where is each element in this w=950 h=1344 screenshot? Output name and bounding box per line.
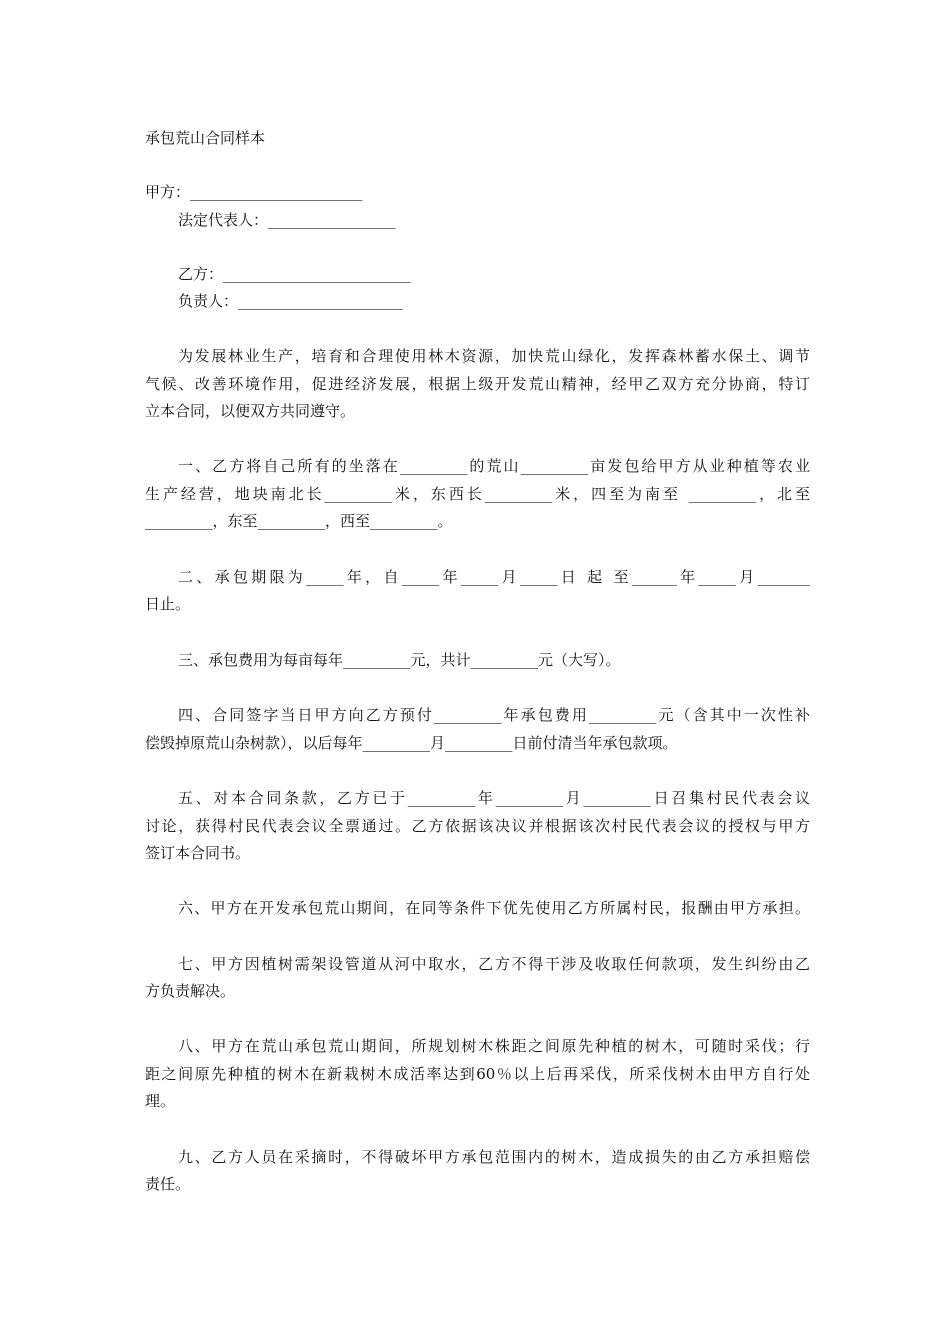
preamble-line: 立本合同，以便双方共同遵守。 — [145, 402, 356, 420]
clause-2-line: 日止。 — [145, 595, 191, 613]
clause-8-line: 理。 — [145, 1092, 176, 1110]
party-b-field: 乙方：_________________________ — [178, 265, 411, 283]
clause-4-line: 偿毁掉原荒山杂树款），以后每年_________月_________日前付清当年承包款项。 — [145, 734, 678, 752]
clause-9-line: 责任。 — [145, 1175, 191, 1193]
clause-5-line: 五、对本合同条款，乙方已于_________年_________月_________日召集村民代表会议 — [178, 789, 810, 807]
clause-1-line: _________，东至_________，西至_________。 — [145, 512, 453, 530]
document-title: 承包荒山合同样本 — [145, 129, 266, 147]
party-a-field: 甲方：_______________________ — [145, 183, 363, 201]
clause-6-line: 六、甲方在开发承包荒山期间，在同等条件下优先使用乙方所属村民，报酬由甲方承担。 — [178, 899, 810, 917]
clause-9-line: 九、乙方人员在采摘时，不得破坏甲方承包范围内的树木，造成损失的由乙方承担赔偿 — [178, 1148, 810, 1166]
clause-3-line: 三、承包费用为每亩每年_________元，共计_________元（大写）。 — [178, 651, 621, 669]
clause-1-line: 一、乙方将自己所有的坐落在_________的荒山_________亩发包给甲方从业种植等农业 — [178, 457, 810, 475]
legal-representative-field: 法定代表人：_________________ — [178, 211, 396, 229]
clause-2-line: 二、承包期限为_____年，自_____年_____月_____日 起 至______年_____月_______ — [178, 568, 810, 586]
responsible-person-field: 负责人：______________________ — [178, 292, 404, 310]
clause-5-line: 讨论，获得村民代表会议全票通过。乙方依据该决议并根据该次村民代表会议的授权与甲方 — [145, 817, 810, 835]
clause-7-line: 方负责解决。 — [145, 982, 236, 1000]
clause-8-line: 八、甲方在荒山承包荒山期间，所规划树木株距之间原先种植的树木，可随时采伐；行 — [178, 1037, 810, 1055]
clause-5-line: 签订本合同书。 — [145, 844, 251, 862]
clause-8-line: 距之间原先种植的树木在新栽树木成活率达到60％以上后再采伐，所采伐树木由甲方自行处 — [145, 1065, 810, 1083]
preamble-line: 气候、改善环境作用，促进经济发展，根据上级开发荒山精神，经甲乙双方充分协商，特订 — [145, 375, 810, 393]
clause-4-line: 四、合同签字当日甲方向乙方预付_________年承包费用_________元（含其中一次性补 — [178, 706, 810, 724]
clause-1-line: 生产经营，地块南北长_________米，东西长_________米，四至为南至 _________，北至 — [145, 485, 810, 503]
clause-7-line: 七、甲方因植树需架设管道从河中取水，乙方不得干涉及收取任何款项，发生纠纷由乙 — [178, 955, 810, 973]
preamble-line: 为发展林业生产，培育和合理使用林木资源，加快荒山绿化，发挥森林蓄水保土、调节 — [178, 347, 810, 365]
